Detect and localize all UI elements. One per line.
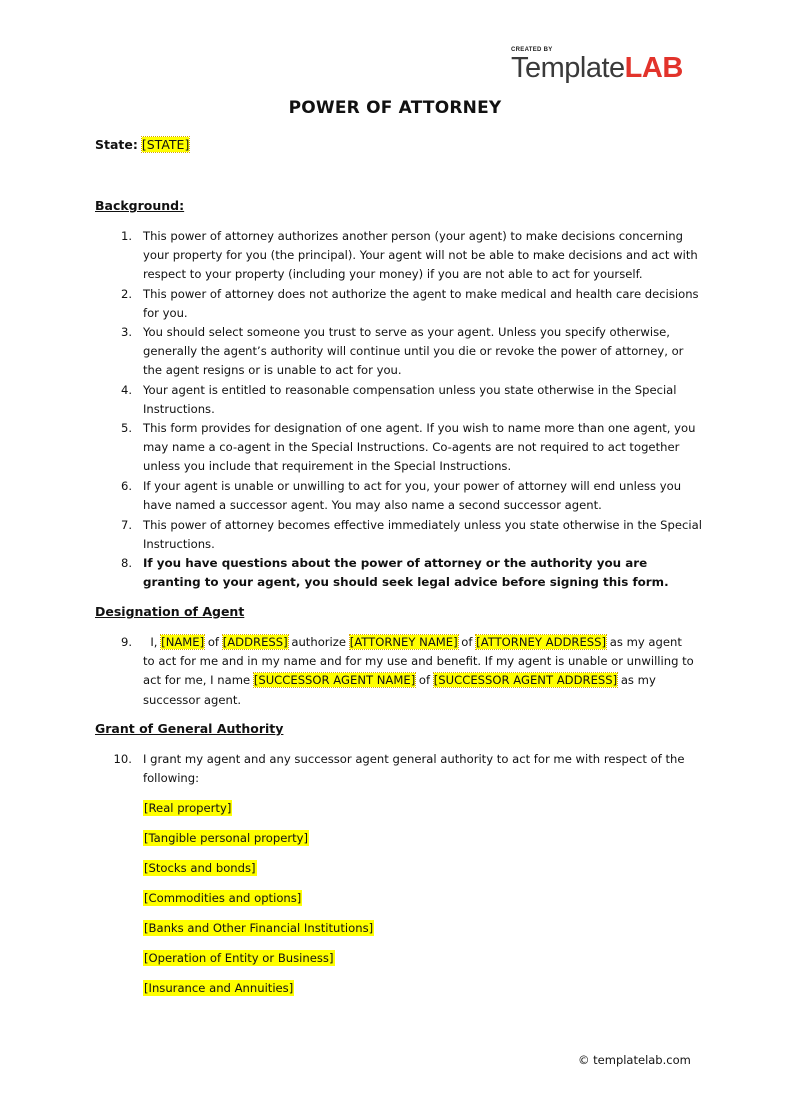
list-item-number: 7. <box>120 518 132 532</box>
list-item-number: 5. <box>120 421 132 435</box>
list-item-text: This form provides for designation of one agent. If you wish to name more than one agent, you may name a co-agent in the Special Instructions. Co-agents are not required to act together unless you include that requirement in the Special Instructions. <box>143 421 696 474</box>
state-field[interactable]: [STATE] <box>141 137 190 152</box>
attorney-address-field[interactable]: [ATTORNEY ADDRESS] <box>476 635 607 649</box>
authority-insurance-and-annuities[interactable]: [Insurance and Annuities] <box>144 981 294 995</box>
authority-commodities-and-options[interactable]: [Commodities and options] <box>144 891 302 905</box>
list-item-text: This power of attorney becomes effective immediately unless you state otherwise in the Special Instructions. <box>143 518 702 552</box>
address-field[interactable]: [ADDRESS] <box>222 635 288 649</box>
authority-operation-of-entity[interactable]: [Operation of Entity or Business] <box>144 951 334 965</box>
list-item-text: Your agent is entitled to reasonable compensation unless you state otherwise in the Special Instructions. <box>143 383 677 417</box>
list-item-number: 2. <box>120 287 132 301</box>
list-item-text: You should select someone you trust to serve as your agent. Unless you specify otherwise, generally the agent’s authority will continue until you die or revoke the power of attorney, or the agent resigns or is unable to act for you. <box>143 325 684 378</box>
list-item-text: If your agent is unable or unwilling to act for you, your power of attorney will end unless you have named a successor agent. You may also name a second successor agent. <box>143 479 682 513</box>
section-heading-grant: Grant of General Authority <box>95 721 284 736</box>
section-heading-designation: Designation of Agent <box>95 604 245 619</box>
list-item-number: 4. <box>120 383 132 397</box>
logo-wordmark <box>511 51 683 85</box>
text-fragment: of <box>207 635 220 649</box>
list-item-number: 1. <box>120 229 132 243</box>
list-item-text: This power of attorney authorizes another person (your agent) to make decisions concerning your property for you (the principal). Your agent will not be able to make decisions and act with respect to your property (including your money) if you are not able to act for yourself. <box>143 229 698 282</box>
designation-text <box>143 633 695 710</box>
list-item-number: 10. <box>113 752 132 766</box>
state-line <box>95 137 189 152</box>
logo-word-template: Template <box>511 52 625 84</box>
state-label: State: <box>95 137 138 152</box>
text-fragment: I, <box>150 635 158 649</box>
list-item-number: 8. <box>120 556 132 570</box>
text-fragment: authorize <box>291 635 346 649</box>
list-item-text: This power of attorney does not authorize the agent to make medical and health care decisions for you. <box>143 287 699 321</box>
logo-word-lab: LAB <box>624 52 683 84</box>
list-item-number: 9. <box>120 635 132 649</box>
document-title: POWER OF ATTORNEY <box>288 98 502 118</box>
authority-tangible-personal-property[interactable]: [Tangible personal property] <box>144 831 309 845</box>
templatelab-logo <box>511 47 701 89</box>
text-fragment: as my successor agent. <box>143 673 656 707</box>
authority-stocks-and-bonds[interactable]: [Stocks and bonds] <box>144 861 256 875</box>
list-item-text: If you have questions about the power of attorney or the authority you are granting to your agent, you should seek legal advice before signing this form. <box>143 556 669 590</box>
text-fragment: of <box>418 673 431 688</box>
successor-agent-address-field[interactable]: [SUCCESSOR AGENT ADDRESS] <box>433 673 618 688</box>
successor-agent-name-field[interactable]: [SUCCESSOR AGENT NAME] <box>253 673 416 688</box>
logo-created-by: CREATED BY <box>511 47 553 53</box>
name-field[interactable]: [NAME] <box>161 635 205 649</box>
footer-copyright: © templatelab.com <box>578 1053 691 1067</box>
text-fragment: as my agent to act for me and in my name and for my use and benefit. If my agent is unable or unwilling to act for me, I name <box>143 635 694 688</box>
attorney-name-field[interactable]: [ATTORNEY NAME] <box>349 635 458 649</box>
section-heading-background: Background: <box>95 198 185 213</box>
list-item-number: 3. <box>120 325 132 339</box>
grant-text: I grant my agent and any successor agent general authority to act for me with respect of the following: <box>143 752 685 786</box>
text-fragment: of <box>461 635 473 649</box>
list-item-number: 6. <box>120 479 132 493</box>
authority-real-property[interactable]: [Real property] <box>144 801 232 815</box>
authority-banks-financial-institutions[interactable]: [Banks and Other Financial Institutions] <box>144 921 374 935</box>
